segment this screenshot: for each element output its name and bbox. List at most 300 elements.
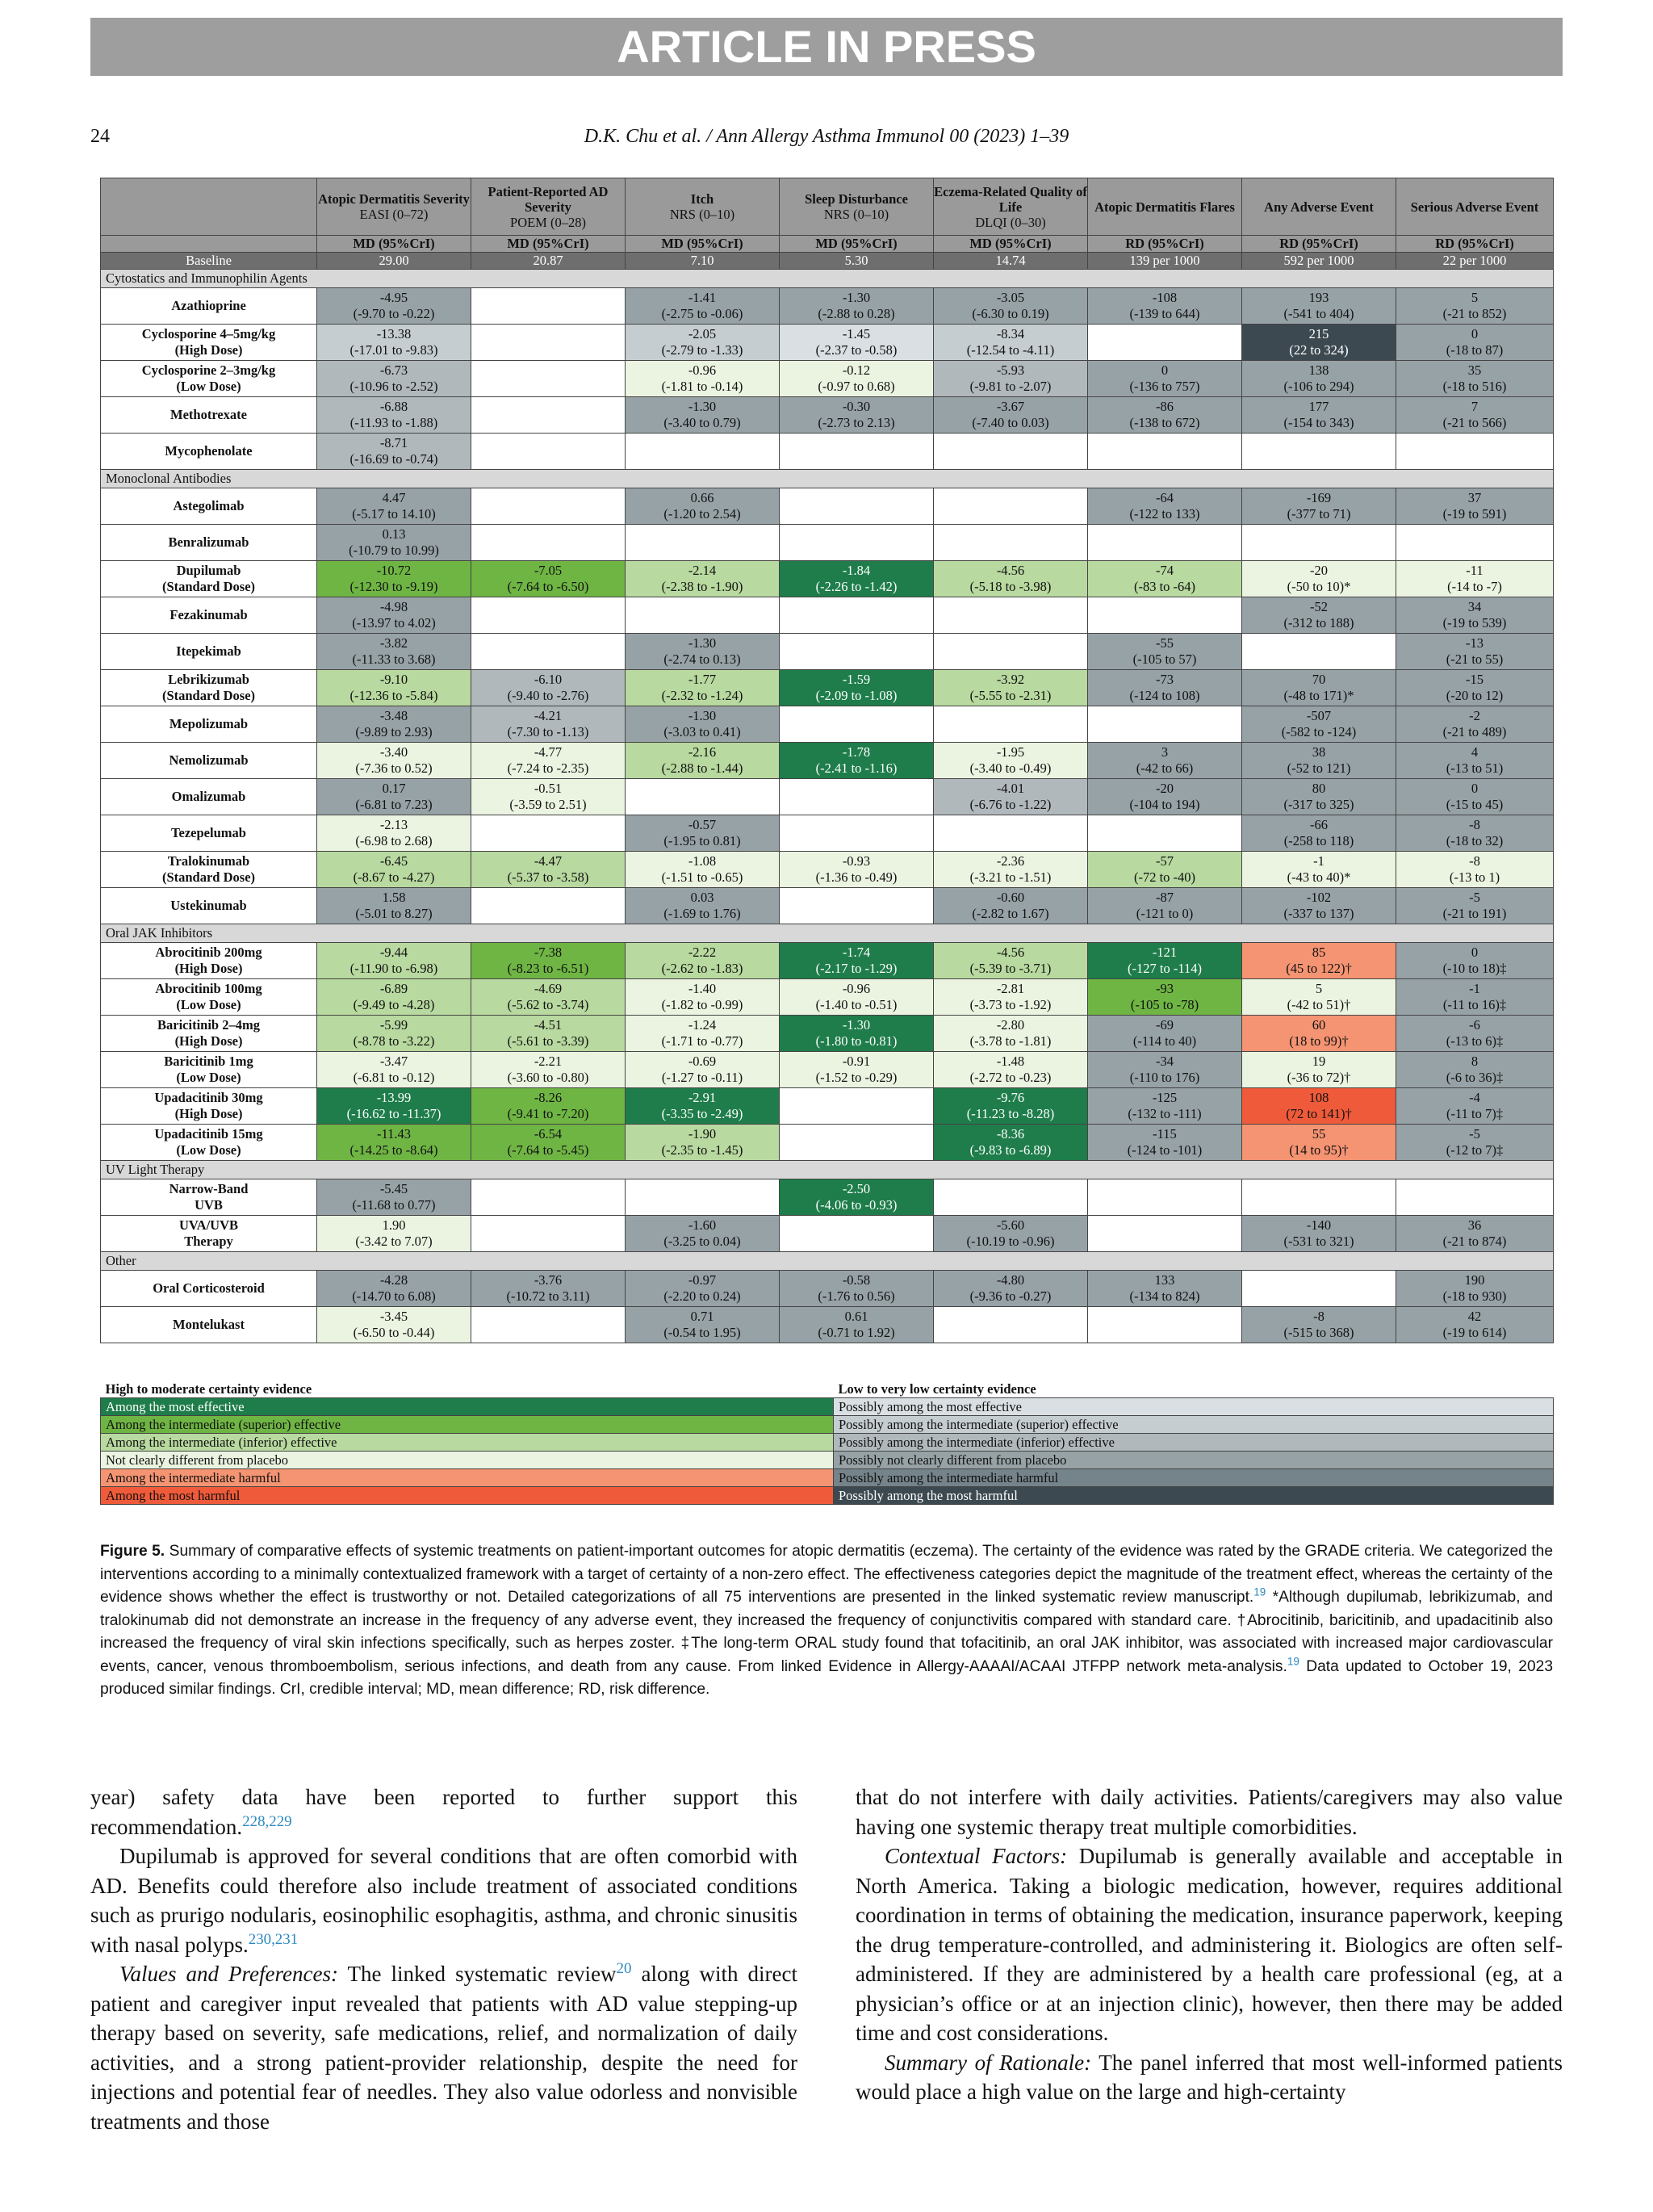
credible-interval: (-2.75 to -0.06) (661, 306, 743, 321)
effect-cell (317, 525, 471, 561)
effect-estimate: -6.10 (534, 672, 563, 687)
effect-estimate: -1.84 (842, 563, 871, 578)
effect-cell (626, 634, 780, 670)
baseline-value: 14.74 (934, 253, 1088, 270)
treatment-name (101, 634, 317, 670)
effect-estimate: -11 (1466, 563, 1484, 578)
section-label: Oral JAK Inhibitors (101, 924, 1554, 943)
treatment-name (101, 1052, 317, 1088)
effect-estimate: 7 (1471, 399, 1479, 414)
effect-cell (1088, 852, 1242, 888)
effect-estimate: -1.59 (842, 672, 871, 687)
section-label: Monoclonal Antibodies (101, 470, 1554, 488)
effect-estimate: -8.34 (996, 326, 1025, 341)
effect-cell (626, 670, 780, 706)
credible-interval: (-9.40 to -2.76) (507, 688, 589, 703)
credible-interval: (-1.76 to 0.56) (818, 1288, 895, 1304)
effect-cell (780, 743, 934, 779)
effect-estimate: -13.99 (376, 1090, 412, 1105)
baseline-value: 22 per 1000 (1396, 253, 1554, 270)
column-title: Patient-Reported AD Severity (488, 183, 609, 215)
treatment-row (101, 561, 1554, 597)
empty-cell (1088, 1307, 1242, 1343)
effect-cell (1396, 634, 1554, 670)
effect-estimate: -2.22 (688, 945, 717, 960)
credible-interval: (-7.64 to -5.45) (507, 1142, 589, 1158)
section-row (101, 1161, 1554, 1179)
citation-link[interactable]: 20 (616, 1960, 632, 1977)
effect-cell (934, 852, 1088, 888)
credible-interval: (-106 to 294) (1283, 379, 1354, 394)
effect-estimate: -1.30 (842, 290, 871, 305)
caption-text-1: Summary of comparative effects of systemic treatments on patient-important outcomes for atopic dermatitis (eczema). The certainty of the evidence was rated by the GRADE criteria. We categorized the interventions according to a minimally contextualized framework with a target of certainty of a non-zero effect. The effectiveness categories depict the magnitude of the treatment effect, whereas the certainty of the evidence shows whether the effect is trustworthy or not. Detailed categorizations of all 75 interventions are presented in the linked systematic review manuscript. (100, 1543, 1553, 1606)
effect-cell (1396, 852, 1554, 888)
effect-cell (780, 561, 934, 597)
effect-cell (471, 1271, 626, 1307)
empty-cell (1242, 1271, 1396, 1307)
effect-estimate: -15 (1466, 672, 1484, 687)
credible-interval: (-21 to 852) (1442, 306, 1507, 321)
effect-cell (626, 743, 780, 779)
credible-interval: (-6.50 to -0.44) (353, 1325, 435, 1340)
credible-interval: (-1.80 to -0.81) (815, 1033, 898, 1049)
effect-estimate: -2.80 (996, 1017, 1025, 1033)
effect-estimate: -4.56 (996, 945, 1025, 960)
credible-interval: (-5.62 to -3.74) (507, 997, 589, 1012)
effect-estimate: -7.38 (534, 945, 563, 960)
effect-cell (934, 288, 1088, 325)
credible-interval: (-18 to 87) (1446, 342, 1504, 358)
empty-cell (780, 1125, 934, 1161)
effect-estimate: -3.47 (379, 1054, 408, 1069)
column-scale: DLQI (0–30) (975, 214, 1046, 230)
empty-cell (934, 525, 1088, 561)
treatment-row (101, 706, 1554, 743)
credible-interval: (-9.83 to -6.89) (969, 1142, 1052, 1158)
credible-interval: (-50 to 10)* (1287, 579, 1351, 594)
credible-interval: (-104 to 194) (1129, 797, 1200, 812)
effect-cell (471, 1125, 626, 1161)
credible-interval: (-11.23 to -8.28) (966, 1106, 1055, 1121)
treatment-name-line: (Low Dose) (176, 379, 241, 394)
effect-estimate: -20 (1310, 563, 1328, 578)
credible-interval: (-5.18 to -3.98) (969, 579, 1052, 594)
effect-cell (1396, 1271, 1554, 1307)
empty-cell (934, 488, 1088, 525)
column-header (1088, 178, 1242, 236)
credible-interval: (-12.36 to -5.84) (349, 688, 438, 703)
credible-interval: (-0.97 to 0.68) (818, 379, 895, 394)
effect-cell (934, 779, 1088, 815)
effect-estimate: -6.54 (534, 1126, 563, 1142)
treatment-row (101, 488, 1554, 525)
effect-cell (780, 325, 934, 361)
baseline-value: 139 per 1000 (1088, 253, 1242, 270)
effect-cell (934, 1052, 1088, 1088)
treatment-name (101, 397, 317, 434)
effect-estimate: 190 (1464, 1272, 1485, 1288)
column-title: Sleep Disturbance (805, 191, 908, 207)
credible-interval: (-14 to -7) (1447, 579, 1502, 594)
effect-cell (780, 288, 934, 325)
treatment-row (101, 361, 1554, 397)
effect-estimate: -1.78 (842, 744, 871, 760)
column-scale: NRS (0–10) (669, 207, 735, 222)
effect-estimate: -6.89 (379, 981, 408, 996)
effect-cell (1088, 634, 1242, 670)
effect-cell (934, 888, 1088, 924)
credible-interval: (-17.01 to -9.83) (349, 342, 438, 358)
credible-interval: (-6.81 to -0.12) (353, 1070, 435, 1085)
empty-cell (1088, 525, 1242, 561)
section-row (101, 270, 1554, 288)
figure-5-table (100, 178, 1554, 1343)
citation-link[interactable]: 230,231 (248, 1930, 299, 1948)
effect-cell (1242, 670, 1396, 706)
effect-cell (934, 943, 1088, 979)
paragraph: Dupilumab is approved for several conditions that are often comorbid with AD. Benefits could therefore also include treatment of associated conditions such as prurigo nodularis, eosinophilic esophagitis, asthma, and chronic sinusitis with nasal polyps.$^{230,231}$ (90, 1844, 797, 1957)
effect-estimate: -4.77 (534, 744, 563, 760)
empty-cell (471, 1179, 626, 1216)
treatment-row (101, 1307, 1554, 1343)
effect-cell (317, 779, 471, 815)
treatment-row (101, 1052, 1554, 1088)
credible-interval: (-3.59 to 2.51) (509, 797, 587, 812)
effect-cell (1242, 325, 1396, 361)
effect-cell (471, 1088, 626, 1125)
empty-cell (934, 434, 1088, 470)
effect-estimate: -121 (1152, 945, 1178, 960)
effect-estimate: -6 (1469, 1017, 1480, 1033)
effect-cell (1396, 815, 1554, 852)
empty-cell (934, 597, 1088, 634)
credible-interval: (-1.71 to -0.77) (661, 1033, 743, 1049)
credible-interval: (-4.06 to -0.93) (815, 1197, 898, 1213)
effect-estimate: -69 (1156, 1017, 1174, 1033)
column-title: Atopic Dermatitis Flares (1094, 199, 1235, 215)
effect-estimate: 38 (1312, 744, 1326, 760)
column-header (1242, 178, 1396, 236)
effect-estimate: 37 (1467, 490, 1482, 505)
effect-cell (1242, 561, 1396, 597)
effect-estimate: 55 (1312, 1126, 1326, 1142)
effect-cell (1396, 488, 1554, 525)
effect-estimate: 215 (1308, 326, 1329, 341)
credible-interval: (-9.49 to -4.28) (353, 997, 435, 1012)
effect-cell (780, 361, 934, 397)
credible-interval: (14 to 95)† (1289, 1142, 1349, 1158)
effect-estimate: -3.48 (379, 708, 408, 723)
effect-cell (934, 743, 1088, 779)
empty-cell (780, 434, 934, 470)
effect-cell (626, 1052, 780, 1088)
empty-cell (1396, 525, 1554, 561)
effect-estimate: 85 (1312, 945, 1326, 960)
credible-interval: (-18 to 516) (1442, 379, 1507, 394)
treatment-name-line: Narrow-Band (169, 1181, 249, 1196)
effect-estimate: -3.45 (379, 1309, 408, 1324)
effect-cell (1242, 597, 1396, 634)
treatment-name (101, 706, 317, 743)
empty-cell (934, 1179, 1088, 1216)
effect-estimate: -169 (1306, 490, 1332, 505)
credible-interval: (-11 to 7)‡ (1446, 1106, 1503, 1121)
effect-cell (934, 1088, 1088, 1125)
baseline-label: Baseline (101, 253, 317, 270)
credible-interval: (-12 to 7)‡ (1446, 1142, 1504, 1158)
column-measure: RD (95%CrI) (1396, 236, 1554, 253)
treatment-row (101, 1088, 1554, 1125)
legend-swatch-high: Among the intermediate (superior) effective (101, 1416, 834, 1434)
treatment-name-line: Cyclosporine 4–5mg/kg (141, 326, 276, 341)
effect-cell (934, 1271, 1088, 1307)
treatment-row (101, 1125, 1554, 1161)
citation-link[interactable]: 228,229 (242, 1812, 292, 1830)
credible-interval: (-43 to 40)* (1287, 869, 1351, 885)
empty-cell (1088, 597, 1242, 634)
credible-interval: (-72 to -40) (1133, 869, 1196, 885)
treatment-name-line: Cyclosporine 2–3mg/kg (141, 362, 276, 378)
effect-estimate: -1 (1313, 853, 1324, 869)
legend-row (101, 1398, 1554, 1416)
effect-cell (1242, 488, 1396, 525)
column-measure: MD (95%CrI) (626, 236, 780, 253)
credible-interval: (-8.67 to -4.27) (353, 869, 435, 885)
effect-estimate: -8.26 (534, 1090, 563, 1105)
effect-estimate: -64 (1156, 490, 1174, 505)
effect-cell (626, 1271, 780, 1307)
effect-cell (1242, 815, 1396, 852)
effect-estimate: -4.69 (534, 981, 563, 996)
column-title: Eczema-Related Quality of Life (934, 183, 1087, 215)
treatment-name-line: Nemolizumab (169, 752, 249, 768)
empty-cell (1396, 1179, 1554, 1216)
credible-interval: (-1.82 to -0.99) (661, 997, 743, 1012)
effect-estimate: -3.92 (996, 672, 1025, 687)
effect-cell (317, 979, 471, 1016)
effect-estimate: -4.47 (534, 853, 563, 869)
treatment-row (101, 852, 1554, 888)
effect-estimate: -4 (1469, 1090, 1480, 1105)
credible-interval: (-6 to 36)‡ (1446, 1070, 1504, 1085)
credible-interval: (-10.72 to 3.11) (506, 1288, 590, 1304)
effect-estimate: -6.88 (379, 399, 408, 414)
effect-estimate: -6.45 (379, 853, 408, 869)
legend-swatch-high: Among the most harmful (101, 1487, 834, 1505)
treatment-name-line: Fezakinumab (169, 607, 248, 622)
credible-interval: (-11.90 to -6.98) (349, 961, 438, 976)
section-row (101, 924, 1554, 943)
effect-cell (471, 979, 626, 1016)
effect-estimate: -0.58 (842, 1272, 871, 1288)
effect-estimate: 0.17 (382, 781, 406, 796)
credible-interval: (-3.25 to 0.04) (663, 1234, 741, 1249)
page-number: 24 (90, 126, 110, 147)
body-column-right (856, 1783, 1563, 2107)
treatment-row (101, 1179, 1554, 1216)
effect-estimate: -125 (1152, 1090, 1178, 1105)
effect-estimate: -4.28 (379, 1272, 408, 1288)
treatment-name (101, 1016, 317, 1052)
effect-estimate: -3.76 (534, 1272, 563, 1288)
paragraph: Values and Preferences: The linked systematic review$^{20}$ along with direct patient and caregiver input revealed that patients with AD value stepping-up therapy based on severity, safe medications, relief, and normalization of daily activities, and a strong patient-provider relationship, despite the need for injections and potential fear of needles. They also value odorless and nonvisible treatments and those (90, 1960, 797, 2134)
effect-estimate: 70 (1312, 672, 1326, 687)
credible-interval: (-121 to 0) (1136, 906, 1194, 921)
treatment-row (101, 979, 1554, 1016)
effect-cell (1396, 979, 1554, 1016)
effect-estimate: -4.51 (534, 1017, 563, 1033)
empty-cell (1088, 325, 1242, 361)
effect-estimate: 5 (1315, 981, 1323, 996)
effect-cell (626, 1088, 780, 1125)
effect-cell (317, 434, 471, 470)
credible-interval: (-16.69 to -0.74) (349, 451, 438, 467)
credible-interval: (-2.82 to 1.67) (972, 906, 1049, 921)
credible-interval: (-2.72 to -0.23) (969, 1070, 1052, 1085)
treatment-name (101, 525, 317, 561)
effect-cell (1088, 670, 1242, 706)
empty-cell (934, 634, 1088, 670)
effect-cell (1396, 288, 1554, 325)
treatment-name (101, 1271, 317, 1307)
treatment-name-line: Mycophenolate (165, 443, 253, 459)
effect-cell (317, 852, 471, 888)
effect-estimate: 133 (1154, 1272, 1175, 1288)
effect-estimate: -507 (1306, 708, 1332, 723)
treatment-name-line: Lebrikizumab (168, 672, 249, 687)
effect-estimate: -2.21 (534, 1054, 563, 1069)
baseline-value: 7.10 (626, 253, 780, 270)
legend-swatch-low: Possibly among the most effective (834, 1398, 1554, 1416)
effect-estimate: -7.05 (534, 563, 563, 578)
treatment-name-line: Abrocitinib 100mg (155, 981, 262, 996)
effect-cell (1396, 1216, 1554, 1252)
effect-estimate: -52 (1310, 599, 1328, 614)
treatment-name (101, 434, 317, 470)
effect-estimate: -0.96 (842, 981, 871, 996)
credible-interval: (-2.32 to -1.24) (661, 688, 743, 703)
empty-cell (1088, 815, 1242, 852)
citation-link[interactable]: 19 (1253, 1586, 1266, 1598)
effect-cell (1396, 597, 1554, 634)
effect-estimate: -11.43 (376, 1126, 411, 1142)
effect-estimate: -108 (1152, 290, 1178, 305)
column-scale: EASI (0–72) (359, 207, 429, 222)
effect-estimate: -3.67 (996, 399, 1025, 414)
column-measure: RD (95%CrI) (1242, 236, 1396, 253)
credible-interval: (-14.70 to 6.08) (352, 1288, 436, 1304)
credible-interval: (-48 to 171)* (1283, 688, 1354, 703)
treatment-row (101, 1016, 1554, 1052)
credible-interval: (-12.30 to -9.19) (349, 579, 438, 594)
effect-estimate: -5 (1469, 1126, 1480, 1142)
legend-swatch-low: Possibly among the intermediate harmful (834, 1469, 1554, 1487)
effect-cell (317, 561, 471, 597)
effect-cell (1396, 325, 1554, 361)
effect-cell (1242, 397, 1396, 434)
effect-estimate: -140 (1306, 1217, 1332, 1233)
effect-cell (1088, 888, 1242, 924)
credible-interval: (-1.52 to -0.29) (815, 1070, 898, 1085)
effect-cell (934, 670, 1088, 706)
effect-estimate: 60 (1312, 1017, 1326, 1033)
effect-cell (626, 706, 780, 743)
effect-cell (317, 288, 471, 325)
credible-interval: (-2.38 to -1.90) (661, 579, 743, 594)
credible-interval: (-541 to 404) (1283, 306, 1354, 321)
effect-estimate: -1.08 (688, 853, 717, 869)
credible-interval: (-18 to 930) (1442, 1288, 1507, 1304)
effect-estimate: 80 (1312, 781, 1326, 796)
effect-cell (780, 670, 934, 706)
column-measure: MD (95%CrI) (780, 236, 934, 253)
effect-cell (1242, 852, 1396, 888)
treatment-row (101, 1271, 1554, 1307)
treatment-row (101, 597, 1554, 634)
effect-cell (934, 325, 1088, 361)
credible-interval: (-6.98 to 2.68) (355, 833, 433, 848)
credible-interval: (-312 to 188) (1283, 615, 1354, 631)
effect-estimate: 0 (1161, 362, 1169, 378)
effect-estimate: -2.05 (688, 326, 717, 341)
effect-estimate: -115 (1153, 1126, 1177, 1142)
credible-interval: (-9.36 to -0.27) (969, 1288, 1052, 1304)
effect-cell (1396, 943, 1554, 979)
effect-cell (934, 1125, 1088, 1161)
effect-cell (626, 325, 780, 361)
treatment-name-line: (High Dose) (174, 1106, 243, 1121)
credible-interval: (-531 to 321) (1283, 1234, 1354, 1249)
effect-cell (1396, 1088, 1554, 1125)
citation-link[interactable]: 19 (1287, 1655, 1299, 1668)
treatment-row (101, 779, 1554, 815)
paragraph: Summary of Rationale: The panel inferred that most well-informed patients would place a high value on the large and high-certainty (856, 2050, 1563, 2104)
effect-cell (626, 943, 780, 979)
effect-cell (1396, 1052, 1554, 1088)
treatment-name-line: UVB (195, 1197, 223, 1213)
treatment-name (101, 561, 317, 597)
credible-interval: (-11.68 to 0.77) (352, 1197, 436, 1213)
effect-estimate: -0.97 (688, 1272, 717, 1288)
credible-interval: (-11.93 to -1.88) (349, 415, 438, 430)
treatment-row (101, 1216, 1554, 1252)
effect-cell (780, 979, 934, 1016)
treatment-name (101, 1307, 317, 1343)
figure-caption (100, 1540, 1553, 1702)
treatment-name-line: (Standard Dose) (161, 579, 256, 594)
effect-estimate: -1.45 (842, 326, 871, 341)
column-header (780, 178, 934, 236)
column-header (626, 178, 780, 236)
credible-interval: (-7.40 to 0.03) (972, 415, 1049, 430)
credible-interval: (-2.35 to -1.45) (661, 1142, 743, 1158)
effect-estimate: -1.30 (842, 1017, 871, 1033)
legend-swatch-high: Among the intermediate harmful (101, 1469, 834, 1487)
effect-cell (1088, 488, 1242, 525)
effect-estimate: 0 (1471, 945, 1479, 960)
effect-cell (317, 361, 471, 397)
credible-interval: (-5.61 to -3.39) (507, 1033, 589, 1049)
empty-cell (780, 597, 934, 634)
credible-interval: (-42 to 66) (1136, 760, 1194, 776)
credible-interval: (-2.79 to -1.33) (661, 342, 743, 358)
effect-cell (1088, 1271, 1242, 1307)
credible-interval: (-258 to 118) (1283, 833, 1354, 848)
legend-swatch-high: Among the intermediate (inferior) effective (101, 1434, 834, 1452)
credible-interval: (-6.76 to -1.22) (969, 797, 1052, 812)
effect-estimate: -1.60 (688, 1217, 717, 1233)
credible-interval: (-5.37 to -3.58) (507, 869, 589, 885)
